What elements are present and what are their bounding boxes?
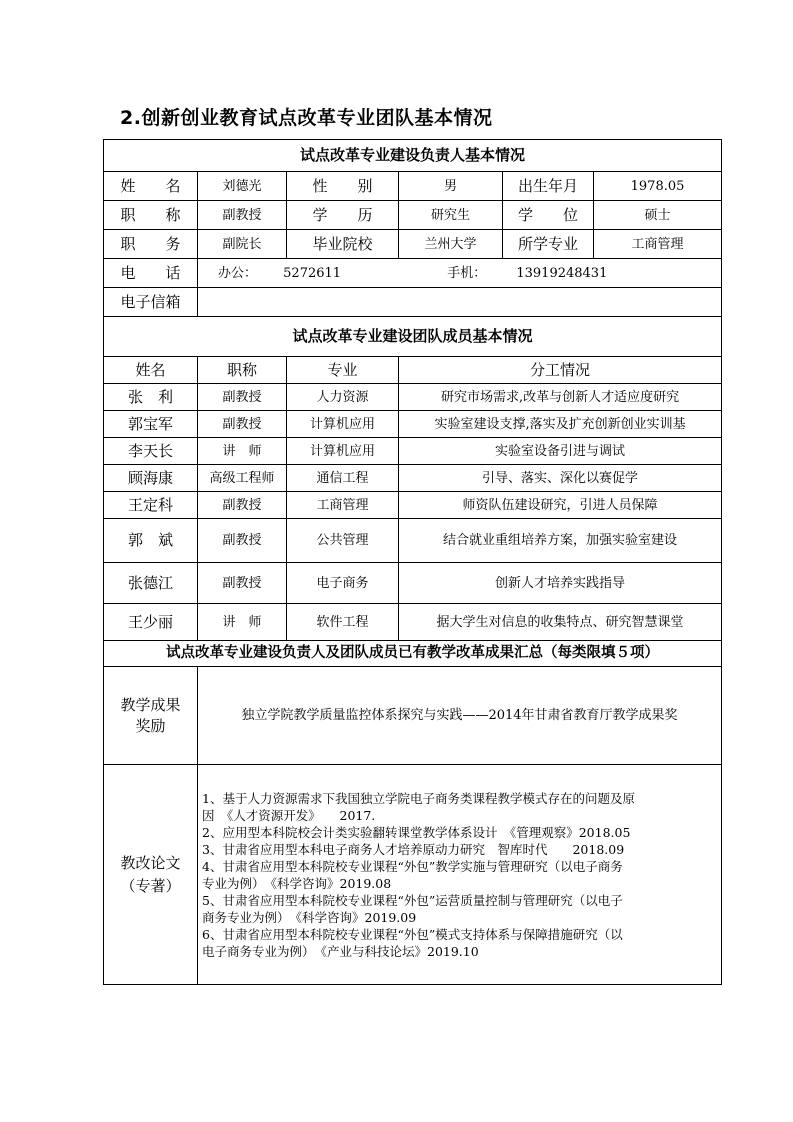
member-title: 高级工程师 [198, 465, 287, 492]
mobile-phone: 13919248431 [516, 265, 608, 281]
paper-label [104, 765, 198, 985]
table-row [104, 563, 722, 604]
col-header-major: 专业 [287, 357, 399, 384]
title-label: 职 称 [104, 201, 198, 230]
award-label [104, 667, 198, 765]
edu-label: 学 历 [287, 201, 399, 230]
member-title: 讲 师 [198, 604, 287, 641]
member-title: 副教授 [198, 519, 287, 563]
member-major: 软件工程 [287, 604, 399, 641]
birth-value: 1978.05 [594, 172, 722, 201]
member-title: 副教授 [198, 411, 287, 438]
position-label: 职 务 [104, 230, 198, 259]
name-value: 刘德光 [198, 172, 287, 201]
member-major: 公共管理 [287, 519, 399, 563]
info-table [103, 139, 722, 985]
list-item: 3、甘肃省应用型本科电子商务人才培养原动力研究 智库时代 2018.09 [202, 841, 625, 857]
list-item: 2、应用型本科院校会计类实验翻转课堂教学体系设计 《管理观察》2018.05 [202, 824, 631, 840]
award-label-line-2: 奖励 [135, 716, 166, 735]
school-value: 兰州大学 [399, 230, 503, 259]
leader-section-header: 试点改革专业建设负责人基本情况 [104, 140, 722, 172]
table-row [104, 438, 722, 465]
table-row [104, 519, 722, 563]
table-row [104, 604, 722, 641]
member-duty: 据大学生对信息的收集特点、研究智慧课堂 [399, 604, 722, 641]
table-row [104, 492, 722, 519]
office-phone: 5272611 [283, 265, 342, 281]
list-item: 4、甘肃省应用型本科院校专业课程“外包”教学实施与管理研究（以电子商务 [202, 858, 623, 874]
list-item: 5、甘肃省应用型本科院校专业课程“外包”运营质量控制与管理研究（以电子 [202, 892, 623, 908]
email-label: 电子信箱 [104, 288, 198, 317]
major-label: 所学专业 [503, 230, 594, 259]
birth-label: 出生年月 [503, 172, 594, 201]
list-item: 商务专业为例） 《科学咨询》2019.09 [202, 909, 417, 925]
member-title: 讲 师 [198, 438, 287, 465]
member-major: 计算机应用 [287, 438, 399, 465]
member-major: 电子商务 [287, 563, 399, 604]
edu-value: 研究生 [399, 201, 503, 230]
position-value: 副院长 [198, 230, 287, 259]
member-title: 副教授 [198, 563, 287, 604]
col-header-duty: 分工情况 [399, 357, 722, 384]
member-title: 副教授 [198, 492, 287, 519]
member-title: 副教授 [198, 384, 287, 411]
member-name: 李天长 [104, 438, 198, 465]
degree-value: 硕士 [594, 201, 722, 230]
paper-list [198, 765, 722, 985]
member-name: 顾海康 [104, 465, 198, 492]
list-item: 1、基于人力资源需求下我国独立学院电子商务类课程教学模式存在的问题及原 [202, 790, 635, 806]
member-name: 张德江 [104, 563, 198, 604]
member-duty: 实验室建设支撑,落实及扩充创新创业实训基 [399, 411, 722, 438]
member-duty: 研究市场需求,改革与创新人才适应度研究 [399, 384, 722, 411]
list-item: 6、甘肃省应用型本科院校专业课程“外包”模式支持体系与保障措施研究（以 [202, 926, 623, 942]
title-value: 副教授 [198, 201, 287, 230]
email-value [198, 288, 722, 317]
member-duty: 结合就业重组培养方案，加强实验室建设 [399, 519, 722, 563]
phone-value [198, 259, 722, 288]
member-major: 人力资源 [287, 384, 399, 411]
page-title: 2.创新创业教育试点改革专业团队基本情况 [120, 107, 493, 129]
gender-value: 男 [399, 172, 503, 201]
list-item: 因 《人才资源开发》 2017. [202, 807, 376, 823]
member-duty: 师资队伍建设研究，引进人员保障 [399, 492, 722, 519]
col-header-title: 职称 [198, 357, 287, 384]
achievements-section-header: 试点改革专业建设负责人及团队成员已有教学改革成果汇总（每类限填５项） [104, 641, 722, 667]
phone-label: 电 话 [104, 259, 198, 288]
member-duty: 创新人才培养实践指导 [399, 563, 722, 604]
team-section-header: 试点改革专业建设团队成员基本情况 [104, 317, 722, 357]
member-major: 通信工程 [287, 465, 399, 492]
table-row [104, 411, 722, 438]
list-item: 电子商务专业为例） 《产业与科技论坛》2019.10 [202, 943, 479, 959]
office-phone-label: 办公： [218, 265, 258, 281]
member-duty: 引导、落实、深化以赛促学 [399, 465, 722, 492]
school-label: 毕业院校 [287, 230, 399, 259]
member-duty: 实验室设备引进与调试 [399, 438, 722, 465]
paper-label-line-1: 教改论文 [120, 853, 181, 872]
gender-label: 性 别 [287, 172, 399, 201]
member-name: 郭宝军 [104, 411, 198, 438]
member-name: 郭 斌 [104, 519, 198, 563]
member-major: 计算机应用 [287, 411, 399, 438]
degree-label: 学 位 [503, 201, 594, 230]
paper-label-line-2: （专著） [120, 876, 181, 895]
member-major: 工商管理 [287, 492, 399, 519]
table-row [104, 384, 722, 411]
award-value: 独立学院教学质量监控体系探究与实践——2014年甘肃省教育厅教学成果奖 [198, 667, 722, 765]
table-row [104, 465, 722, 492]
name-label: 姓 名 [104, 172, 198, 201]
mobile-phone-label: 手机： [447, 265, 487, 281]
list-item: 专业为例） 《科学咨询》2019.08 [202, 875, 392, 891]
member-name: 王定科 [104, 492, 198, 519]
col-header-name: 姓名 [104, 357, 198, 384]
member-name: 张 利 [104, 384, 198, 411]
member-name: 王少丽 [104, 604, 198, 641]
award-label-line-1: 教学成果 [120, 695, 181, 714]
major-value: 工商管理 [594, 230, 722, 259]
